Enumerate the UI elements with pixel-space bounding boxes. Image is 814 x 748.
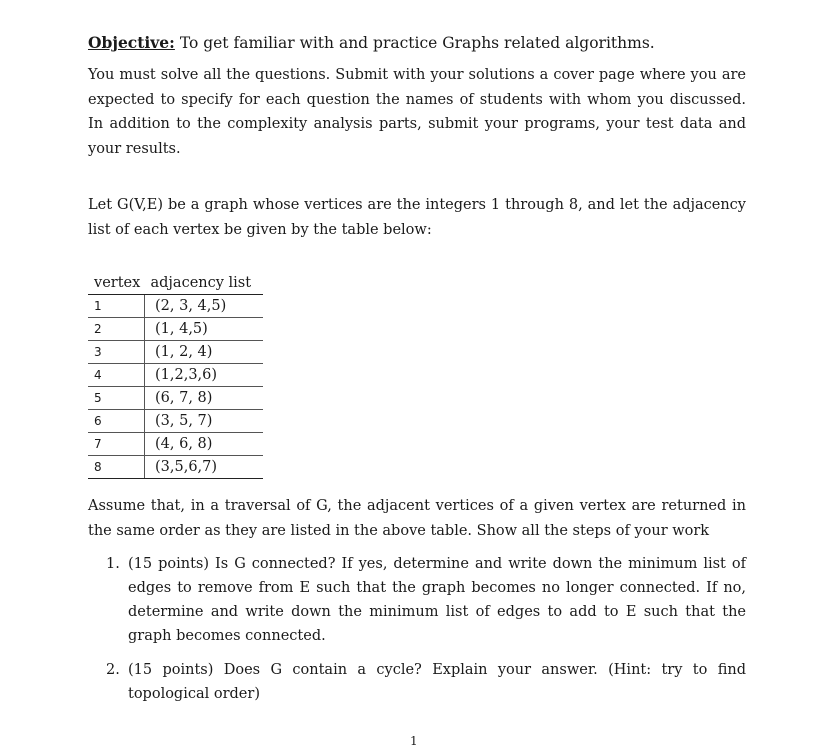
objective-text: To get familiar with and practice Graphs related algorithms. (174, 34, 655, 52)
question-item (106, 658, 746, 706)
graph-intro-paragraph: Let G(V,E) be a graph whose vertices are the integers 1 through 8, and let the adjacency list of each vertex be given by the table below: (88, 197, 746, 238)
table-header-row (88, 272, 263, 295)
vertex-cell: 8 (88, 456, 145, 479)
objective-label: Objective: (88, 33, 175, 52)
adjacency-cell: (3, 5, 7) (145, 410, 264, 433)
table-row (88, 456, 263, 479)
vertex-cell: 2 (88, 318, 145, 341)
table-row (88, 341, 263, 364)
adjacency-cell: (2, 3, 4,5) (145, 295, 264, 318)
vertex-cell: 4 (88, 364, 145, 387)
adjacency-cell: (6, 7, 8) (145, 387, 264, 410)
adjacency-cell: (1,2,3,6) (145, 364, 264, 387)
adjacency-cell: (4, 6, 8) (145, 433, 264, 456)
table-row (88, 295, 263, 318)
vertex-cell: 3 (88, 341, 145, 364)
question-number: 2. (106, 662, 120, 678)
question-list (106, 552, 746, 706)
question-item (106, 552, 746, 648)
adjacency-cell: (1, 4,5) (145, 318, 264, 341)
table-row (88, 364, 263, 387)
table-row (88, 318, 263, 341)
vertex-cell: 6 (88, 410, 145, 433)
page-number: 1 (410, 734, 418, 748)
question-text: (15 points) Does G contain a cycle? Explain your answer. (Hint: try to find topological order) (128, 662, 746, 702)
vertex-cell: 7 (88, 433, 145, 456)
objective-line (88, 32, 748, 54)
adjacency-cell: (1, 2, 4) (145, 341, 264, 364)
instructions-paragraph: You must solve all the questions. Submit with your solutions a cover page where you are expected to specify for each question the names of students with whom you discussed. In addition to the complexity analysis parts, submit your programs, your test data and your results. (88, 67, 746, 157)
header-adjacency-list: adjacency list (145, 272, 264, 295)
adjacency-table (88, 272, 263, 479)
question-text: (15 points) Is G connected? If yes, determine and write down the minimum list of edges to remove from E such that the graph becomes no longer connected. If no, determine and write down the minimum list of edges to add to E such that the graph becomes connected. (128, 556, 746, 644)
assumption-paragraph: Assume that, in a traversal of G, the adjacent vertices of a given vertex are returned in the same order as they are listed in the above table. Show all the steps of your work (88, 498, 746, 539)
header-vertex: vertex (88, 272, 145, 295)
table-row (88, 410, 263, 433)
vertex-cell: 1 (88, 295, 145, 318)
adjacency-cell: (3,5,6,7) (145, 456, 264, 479)
question-number: 1. (106, 556, 120, 572)
vertex-cell: 5 (88, 387, 145, 410)
table-row (88, 387, 263, 410)
table-row (88, 433, 263, 456)
